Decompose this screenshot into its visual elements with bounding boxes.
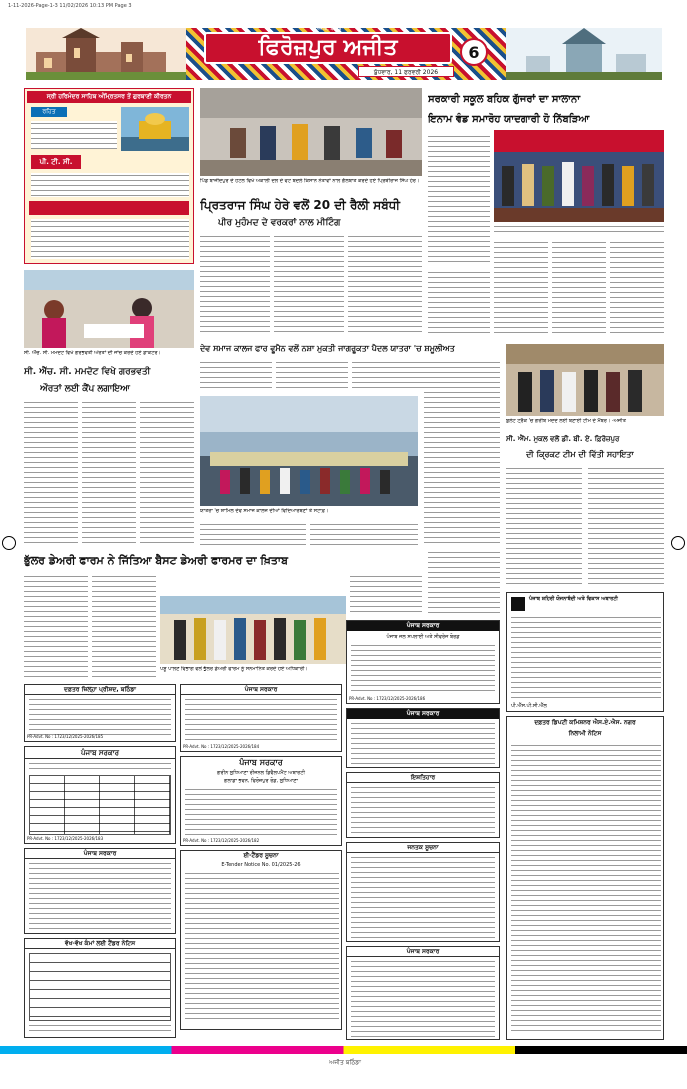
cricket-body-col1	[506, 466, 582, 586]
masthead-band	[26, 28, 662, 80]
ad-water-body	[351, 643, 495, 693]
ad-glada-body	[185, 787, 337, 835]
school-headline: ਸਰਕਾਰੀ ਸਕੂਲ ਬਹਿਕ ਗੁੱਜਰਾਂ ਦਾ ਸਾਲਾਨਾ	[428, 94, 581, 105]
ad-gurbani-body	[31, 173, 189, 197]
ad-press-pr: PR-Advt. No : 1723/12/2025-2026/185	[27, 734, 104, 739]
registration-mark-right	[671, 536, 685, 550]
skyline-illustration-right	[506, 28, 662, 80]
pirthiraj-body-col1	[200, 234, 270, 336]
pirthiraj-subheadline: ਪੀਰ ਮੁਹੰਮਦ ਦੇ ਵਰਕਰਾਂ ਨਾਲ ਮੀਟਿੰਗ	[218, 218, 341, 228]
ad-govt-header: ਪੰਜਾਬ ਸਰਕਾਰ	[181, 685, 341, 695]
ad-table-header: ਪੰਜਾਬ ਸਰਕਾਰ	[25, 747, 175, 759]
ad-glada	[180, 756, 342, 846]
ad-water-pr: PR-Advt. No : 1723/12/2025-2026/186	[349, 696, 426, 701]
ad-short-tender	[24, 848, 176, 934]
camp-body-col3	[140, 400, 194, 546]
camp-headline: ਸੀ. ਐੱਚ. ਸੀ. ਮਮਦੋਟ ਵਿਖੇ ਗਰਭਵਤੀ	[24, 367, 151, 377]
dairy-headline: ਭੁੱਲਰ ਡੇਅਰੀ ਫਾਰਮ ਨੇ ਜਿੱਤਿਆ ਬੈਸਟ ਡੇਅਰੀ ਫਾਰਮਰ ਦਾ ਖ਼ਿਤਾਬ	[24, 554, 288, 567]
ad-bottom-body	[351, 959, 495, 1037]
camp-subheadline: ਔਰਤਾਂ ਲਈ ਕੈਂਪ ਲਗਾਇਆ	[40, 384, 130, 394]
ad-press-header: ਦਫ਼ਤਰ ਜ਼ਿਲ੍ਹਾ ਪ੍ਰੀਸ਼ਦ, ਬਠਿੰਡਾ	[25, 685, 175, 695]
pirthiraj-body-col3	[348, 234, 422, 336]
dairy-body-col4	[428, 550, 500, 614]
ad-tbl-header: ਵੱਖ-ਵੱਖ ਕੰਮਾਂ ਲਈ ਟੈਂਡਰ ਨੋਟਿਸ	[25, 939, 175, 949]
ad-tender-middle	[346, 708, 500, 768]
ad-glada-sub2: ਗਲਾਡਾ ਭਵਨ, ਫਿਰੋਜ਼ਪੁਰ ਰੋਡ, ਲੁਧਿਆਣਾ	[223, 778, 298, 784]
footer-label: ਅਜੀਤ ਬਠਿੰਡਾ	[329, 1059, 361, 1066]
devsamaj-body-col4	[200, 522, 306, 546]
cricket-headline: ਸੀ. ਐੱਮ. ਮੁਕਲ ਵਲੋਂ ਡੀ. ਬੀ. ਏ. ਫ਼ਿਰੋਜ਼ਪੁਰ	[506, 435, 620, 443]
devsamaj-headline: ਦੇਵ ਸਮਾਜ ਕਾਲਜ ਫਾਰ ਵੂਮੈਨ ਵਲੋਂ ਨਸ਼ਾ ਮੁਕਤੀ ਜਾਗਰੂਕਤਾ ਪੈਦਲ ਯਾਤਰਾ 'ਚ ਸ਼ਮੂਲੀਅਤ	[200, 344, 455, 353]
print-slug: 1-11-2026-Page-1-3 11/02/2026 10:13 PM Page 3	[8, 3, 132, 9]
registration-mark-left	[2, 536, 16, 550]
ad-gurbani-ptc-label: ਪੀ. ਟੀ. ਸੀ.	[31, 155, 81, 169]
ad-notice-body	[351, 785, 495, 835]
photo-meeting-caption: ਪਿੰਡ ਬਾਜੀਦਪੁਰ ਦੇ ਹੋਟਲ ਵਿਖੇ ਅਕਾਲੀ ਦਲ ਦੇ ਵੋਟ ਬਦਲੇ ਕਿਸਾਨ ਨੇਤਾਵਾਂ ਨਾਲ ਗੱਲਬਾਤ ਕਰਦੇ ਹੋਏ ਪ੍ਰਿਥੀਰਾਜ ਸਿੰਘ ਹੇਰ।	[200, 178, 420, 184]
school-body-col2	[494, 240, 548, 336]
photo-cricket-team	[506, 344, 664, 416]
ad-tender-mid-body	[351, 721, 495, 765]
ad-glada-title: ਪੰਜਾਬ ਸਰਕਾਰ	[239, 758, 283, 767]
camp-body-col2	[82, 400, 136, 546]
dairy-body-col1	[24, 574, 88, 678]
devsamaj-body-col5	[310, 522, 418, 546]
masthead-title: ਫਿਰੋਜ਼ਪੁਰ ਅਜੀਤ	[258, 35, 398, 60]
school-subheadline: ਇਨਾਮ ਵੰਡ ਸਮਾਰੋਹ ਯਾਦਗਾਰੀ ਹੋ ਨਿੱਬੜਿਆ	[428, 114, 590, 125]
cricket-caption: ਬੁਲੇਟ ਟ੍ਰੈਕ 'ਚ ਗਰੀਬ ਮਦਦ ਲਈ ਬਣਾਈ ਟੀਮ ਦੇ ਮੈਂਬਰ। -ਅਜੀਤ	[506, 418, 626, 424]
ad-auction-body	[511, 743, 661, 1033]
dairy-body-col2	[92, 574, 156, 678]
ad-govt-pr: PR-Advt. No : 1723/12/2025-2026/184	[183, 744, 260, 749]
ad-table-grid	[29, 775, 171, 835]
ad-housing	[506, 592, 664, 712]
ad-bottom-header: ਪੰਜਾਬ ਸਰਕਾਰ	[347, 947, 499, 957]
cricket-body-col2	[588, 466, 664, 586]
devsamaj-body-col2	[276, 360, 348, 392]
school-body-col1	[428, 134, 490, 266]
school-body-col4	[610, 240, 664, 336]
pirthiraj-body-col2	[274, 234, 344, 336]
photo-devsamaj-rally	[200, 396, 418, 506]
ad-water-header: ਪੰਜਾਬ ਸਰਕਾਰ	[347, 621, 499, 631]
photo-school-function	[494, 130, 664, 222]
ad-gurbani-title: ਸ੍ਰੀ ਹਰਿਮੰਦਰ ਸਾਹਿਬ ਅੰਮ੍ਰਿਤਸਰ ਤੋਂ ਗੁਰਬਾਣੀ ਕੀਰਤਨ	[27, 91, 191, 103]
devsamaj-body-col3	[352, 360, 424, 392]
ad-water-title: ਪੰਜਾਬ ਜਲ ਸਪਲਾਈ ਅਤੇ ਸੀਵਰੇਜ ਬੋਰਡ	[386, 634, 460, 640]
camp-body-col1	[24, 400, 78, 546]
skyline-illustration-left	[26, 28, 186, 80]
ad-notice-header: ਇਸ਼ਤਿਹਾਰ	[347, 773, 499, 783]
photo-dairy-award	[160, 596, 346, 664]
ad-punjab-sarkar-table	[24, 746, 176, 844]
ad-housing-rep: ਪੀ.ਐੱਸ.ਪੀ.ਸੀ.ਐੱਲ	[511, 703, 547, 709]
devsamaj-caption: ਯਾਤਰਾ 'ਚ ਸ਼ਾਮਿਲ ਦੇਵ ਸਮਾਜ ਕਾਲਜ ਦੀਆਂ ਵਿਦਿਆਰਥਣਾਂ ਤੇ ਸਟਾਫ਼।	[200, 508, 329, 514]
ad-public-body	[351, 855, 495, 939]
masthead-kicker: ਅਜੀਤ, ਬਠਿੰਡਾ	[314, 26, 344, 32]
ad-public-header: ਜਨਤਕ ਸੂਚਨਾ	[347, 843, 499, 853]
ad-gurbani-kirtan	[24, 88, 194, 264]
ad-glada-sub: ਗਰੀਨ ਲੁਧਿਆਣਾ ਰੀਜਨਲ ਡਿਵੈਲਪਮੈਂਟ ਅਥਾਰਟੀ	[216, 770, 305, 776]
ad-housing-logo	[511, 597, 525, 611]
ad-gurbani-footer-text	[31, 219, 189, 259]
ad-etender-no: E-Tender Notice No. 01/2025-26	[221, 862, 301, 868]
golden-temple-image	[121, 107, 189, 151]
ad-govt-notice	[180, 684, 342, 752]
masthead-title-box	[204, 32, 452, 64]
ad-tbl-grid	[29, 953, 171, 1021]
ad-gurbani-text	[31, 121, 117, 149]
masthead-date: ਬੁੱਧਵਾਰ, 11 ਫਰਵਰੀ 2026	[358, 66, 454, 77]
ad-housing-title: ਪੰਜਾਬ ਸ਼ਹਿਰੀ ਯੋਜਨਾਬੰਦੀ ਅਤੇ ਵਿਕਾਸ ਅਥਾਰਟੀ	[529, 596, 618, 602]
ad-etender	[180, 850, 342, 1030]
ad-tender-mid-header: ਪੰਜਾਬ ਸਰਕਾਰ	[347, 709, 499, 719]
ad-auction-notice	[506, 716, 664, 1040]
page-number: 6	[460, 38, 488, 66]
school-body-col3	[552, 240, 606, 336]
ad-gurbani-live-label: ਰਹਿਤ	[31, 107, 67, 117]
ad-water-supply	[346, 620, 500, 704]
ad-auction-title: ਦਫ਼ਤਰ ਡਿਪਟੀ ਕਮਿਸ਼ਨਰ ਐਸ.ਏ.ਐਸ. ਨਗਰ	[534, 719, 636, 726]
ad-tender-bottom-left	[24, 938, 176, 1038]
dairy-body-col3	[350, 574, 422, 614]
ad-glada-pr: PR-Advt. No : 1723/12/2025-2026/182	[183, 838, 260, 843]
dairy-caption: ਪਸ਼ੂ ਪਾਲਣ ਵਿਭਾਗ ਵਲੋਂ ਭੁੱਲਰ ਡੇਅਰੀ ਫਾਰਮ ਨੂੰ ਸਨਮਾਨਿਤ ਕਰਦੇ ਹੋਏ ਅਧਿਕਾਰੀ।	[160, 666, 308, 672]
ad-bottom-notice	[346, 946, 500, 1040]
ad-press-release	[24, 684, 176, 742]
school-photo-caption	[494, 224, 664, 236]
photo-meeting	[200, 88, 422, 176]
ad-notice	[346, 772, 500, 838]
pirthiraj-headline: ਪ੍ਰਿਤਰਾਜ ਸਿੰਘ ਹੇਰੇ ਵਲੋਂ 20 ਦੀ ਰੈਲੀ ਸਬੰਧੀ	[200, 198, 400, 212]
ad-table-intro	[29, 761, 171, 773]
ad-govt-body	[185, 697, 337, 741]
ad-gurbani-divider	[29, 201, 189, 215]
school-body-col5	[428, 270, 490, 336]
devsamaj-body-col1	[200, 360, 272, 392]
ad-table-pr: PR-Advt. No : 1723/12/2025-2026/183	[27, 836, 104, 841]
ad-etender-body	[185, 871, 339, 1021]
ad-housing-body	[511, 615, 661, 701]
devsamaj-body-col6	[424, 360, 500, 546]
ad-public-notice	[346, 842, 500, 942]
ad-short-header: ਪੰਜਾਬ ਸਰਕਾਰ	[25, 849, 175, 859]
ad-press-body	[29, 697, 171, 735]
photo-health-camp	[24, 270, 194, 348]
ad-auction-sub: ਨਿਲਾਮੀ ਨੋਟਿਸ	[568, 730, 602, 737]
ad-etender-title: ਈ-ਟੈਂਡਰ ਸੂਚਨਾ	[243, 852, 279, 859]
ad-short-body	[29, 861, 171, 931]
footer-color-bar	[0, 1046, 687, 1054]
camp-caption: ਸੀ. ਐੱਚ. ਸੀ. ਮਮਦੋਟ ਵਿਖੇ ਗਰਭਵਤੀ ਔਰਤਾਂ ਦੀ ਜਾਂਚ ਕਰਦੇ ਹੋਏ ਡਾਕਟਰ।	[24, 350, 161, 356]
ad-tbl-footer	[29, 1023, 171, 1035]
cricket-subheadline: ਦੀ ਕ੍ਰਿਕਟ ਟੀਮ ਦੀ ਵਿੱਤੀ ਸਹਾਇਤਾ	[526, 450, 634, 459]
